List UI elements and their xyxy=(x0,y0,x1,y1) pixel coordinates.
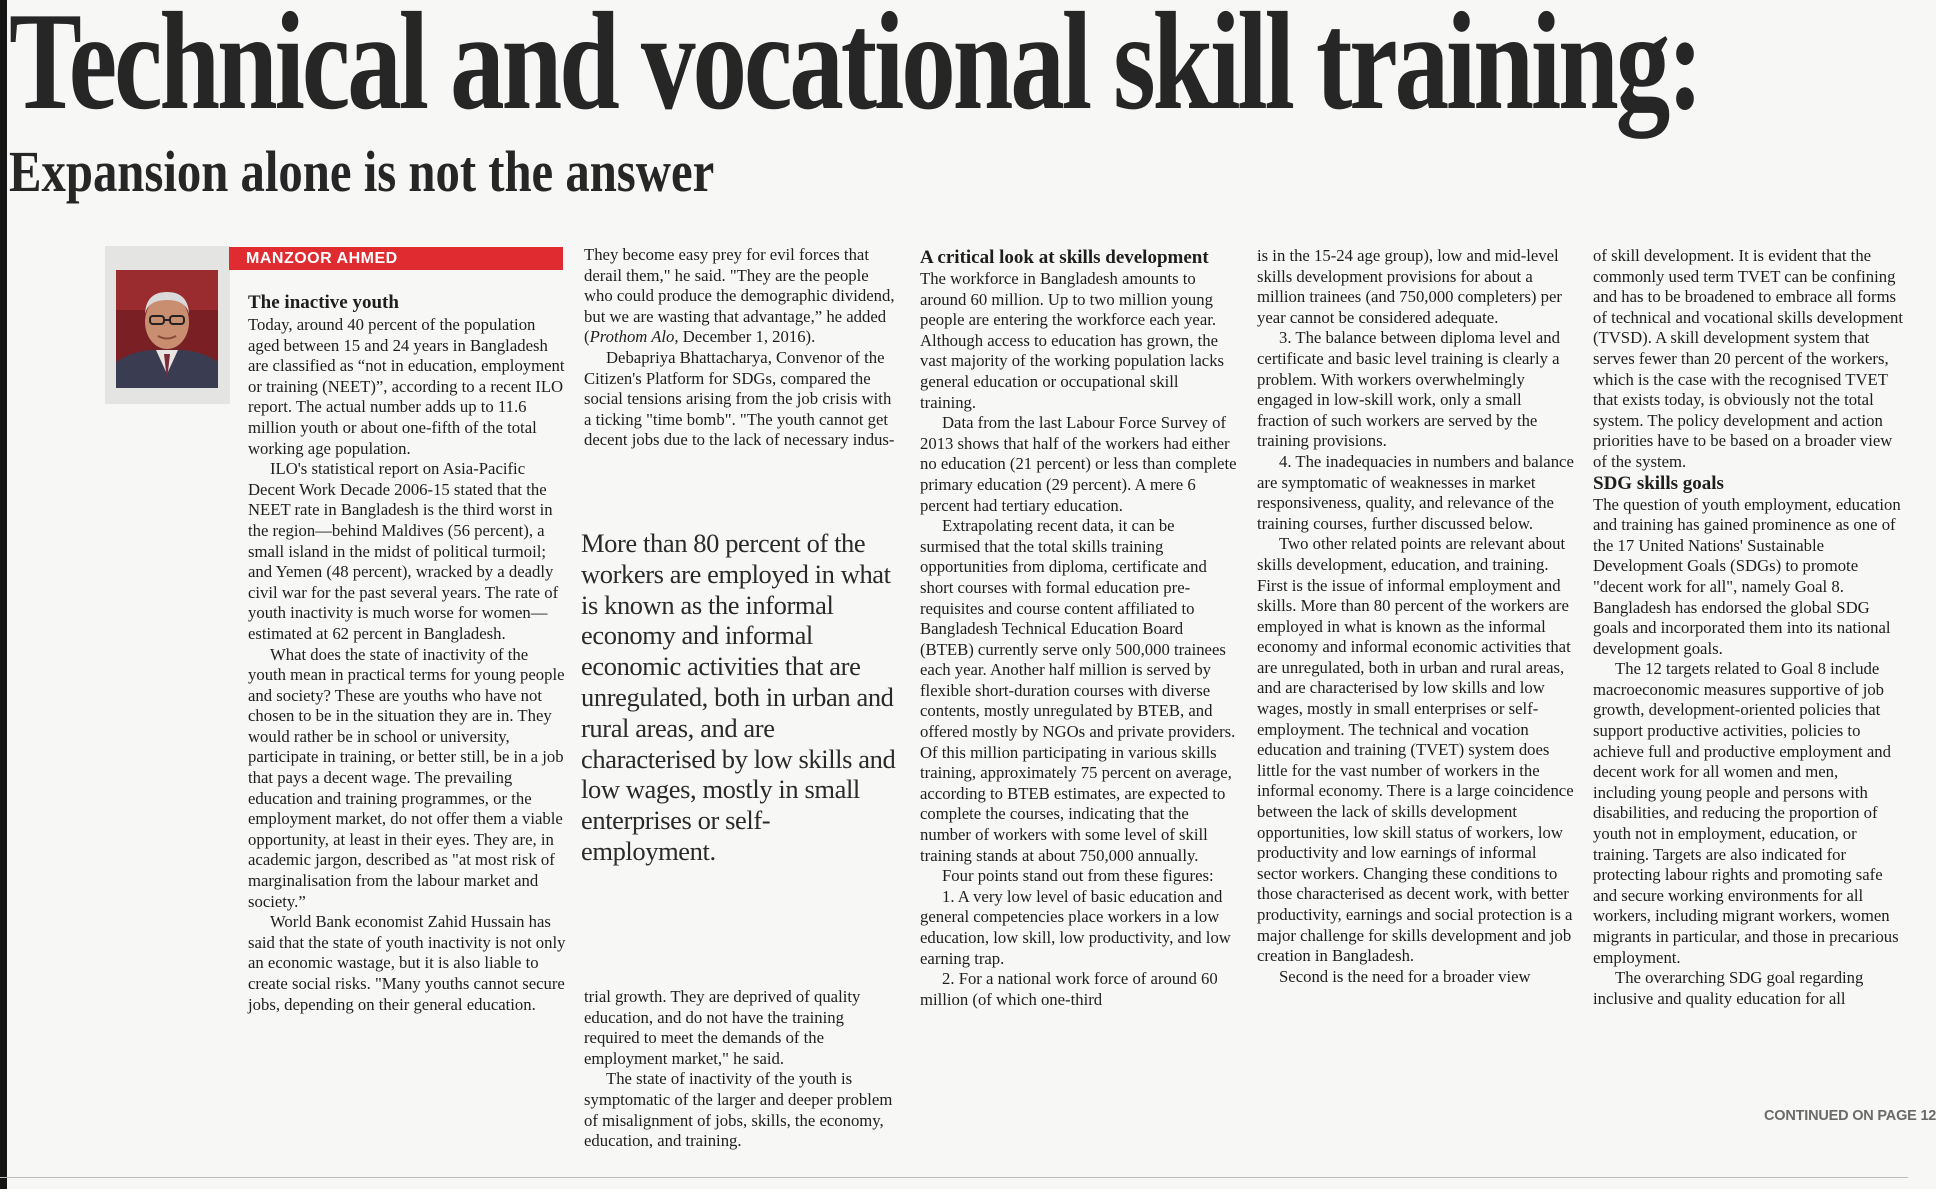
paragraph: is in the 15-24 age group), low and mid-level skills development provisions for about a million trainees (and 750,000 completers) per year cannot be considered adequate. xyxy=(1257,246,1562,327)
paragraph: The workforce in Bangladesh amounts to around 60 million. Up to two million young people are entering the workforce each year. Although access to education has grown, the vast majority of the working population lacks general education or occupational skill training. xyxy=(920,269,1225,412)
headline: Technical and vocational skill training: xyxy=(9,0,1701,139)
column-2-top xyxy=(584,245,896,451)
paragraph: Debapriya Bhattacharya, Convenor of the Citizen's Platform for SDGs, compared the social tensions arising from the job crisis with a ticking "time bomb". "The youth cannot get decent jobs due to the lack of necessary indus- xyxy=(584,347,895,450)
column-3 xyxy=(920,247,1238,1010)
column-2-bottom xyxy=(584,987,896,1152)
paragraph: 4. The inadequacies in numbers and balance are symptomatic of weaknesses in market responsiveness, quality, and relevance of the training courses, further discussed below. xyxy=(1257,451,1574,533)
paragraph: The overarching SDG goal regarding inclusive and quality education for all xyxy=(1593,968,1864,1008)
byline: MANZOOR AHMED xyxy=(229,247,563,270)
paragraph xyxy=(584,245,896,348)
subheadline: Expansion alone is not the answer xyxy=(9,139,715,204)
author-photo xyxy=(116,270,218,388)
bottom-rule xyxy=(0,1177,1908,1178)
paragraph: 3. The balance between diploma level and certificate and basic level training is clearly a problem. With workers overwhelmingly engaged in low-skill work, only a small fraction of such workers are served by the training provisions. xyxy=(1257,328,1560,451)
paragraph: 1. A very low level of basic education and general competencies place workers in a low education, low skill, low productivity, and low earning trap. xyxy=(920,886,1231,968)
paragraph: The question of youth employment, education and training has gained prominence as one of the 17 United Nations' Sustainable Development Goals (SDGs) to promote "decent work for all", namely Goal 8. Bangladesh has endorsed the global SDG goals and incorporated them into its national development goals. xyxy=(1593,494,1901,658)
paragraph-text: December 1, 2016). xyxy=(678,327,816,347)
paragraph: trial growth. They are deprived of quality education, and do not have the training required to meet the demands of the employment market," he said. xyxy=(584,987,861,1068)
column-1 xyxy=(248,292,566,1015)
column-4 xyxy=(1257,246,1575,987)
paragraph-text: They become easy prey for evil forces that derail them," he said. "They are the people who could produce the demographic dividend, but we are wasting that advantage,” he added ( xyxy=(584,245,895,347)
section-heading-critical-look: A critical look at skills development xyxy=(920,247,1209,268)
column-5 xyxy=(1593,246,1903,1009)
paragraph: Data from the last Labour Force Survey of 2013 shows that half of the workers had either no education (21 percent) or less than complete primary education (29 percent). A mere 6 percent had tertiary education. xyxy=(920,413,1237,515)
paragraph: The state of inactivity of the youth is symptomatic of the larger and deeper problem of misalignment of jobs, skills, the economy, education, and training. xyxy=(584,1069,893,1151)
paragraph: Two other related points are relevant about skills development, education, and training. First is the issue of informal employment and skills. More than 80 percent of the workers are employed in what is known as the informal economy and informal economic activities that are unregulated, both in urban and rural areas, and are characterised by low skills and low wages, mostly in small enterprises or self-employment. The technical and vocation education and training (TVET) system does little for the vast number of workers in the informal economy. There is a large coincidence between the lack of skills development opportunities, low skill status of workers, low productivity and low earnings of informal sector workers. Changing these conditions to those characterised as decent work, with better productivity, earnings and social protection is a major challenge for skills development and job creation in Bangladesh. xyxy=(1257,534,1574,966)
paragraph: The 12 targets related to Goal 8 include macroeconomic measures supportive of job growth, development-oriented policies that support productive activities, policies to achieve full and productive employment and decent work for all women and men, including young people and persons with disabilities, and reducing the proportion of youth not in employment, education, or training. Targets are also indicated for protecting labour rights and promoting safe and secure working environments for all workers, including migrant workers, women migrants in particular, and those in precarious employment. xyxy=(1593,659,1899,967)
paragraph: Second is the need for a broader view xyxy=(1279,966,1531,986)
source-citation: Prothom Alo, xyxy=(589,327,679,347)
paragraph: World Bank economist Zahid Hussain has said that the state of youth inactivity is not only an economic wastage, but it is also liable to create social risks. "Many youths cannot secure jobs, depending on their general education. xyxy=(248,912,566,1014)
paragraph: What does the state of inactivity of the youth mean in practical terms for young people and society? These are youths who have not chosen to be in the situation they are in. They would rather be in school or university, participate in training, or better still, be in a job that pays a decent wage. The prevailing education and training programmes, or the employment market, do not offer them a viable opportunity, at least in their eyes. They are, in academic jargon, described as "at most risk of marginalisation from the labour market and society.” xyxy=(248,644,565,911)
paragraph: ILO's statistical report on Asia-Pacific Decent Work Decade 2006-15 stated that the NEET rate in Bangladesh is the third worst in the region—behind Maldives (56 percent), a small island in the midst of political turmoil; and Yemen (48 percent), wracked by a deadly civil war for the past several years. The rate of youth inactivity is much worse for women—estimated at 62 percent in Bangladesh. xyxy=(248,459,559,643)
section-heading-inactive-youth: The inactive youth xyxy=(248,292,399,313)
paragraph: of skill development. It is evident that the commonly used term TVET can be confining and has to be broadened to embrace all forms of technical and vocational skills development (TVSD). A skill development system that serves fewer than 20 percent of the workers, which is the case with the recognised TVET that exists today, is obviously not the total system. The policy development and action priorities have to be based on a broader view of the system. xyxy=(1593,246,1904,471)
continued-on-page: CONTINUED ON PAGE 12 xyxy=(1764,1108,1936,1124)
paragraph: Extrapolating recent data, it can be surmised that the total skills training opportunities from diploma, certificate and short courses with formal education pre-requisites and course content affiliated to Bangladesh Technical Education Board (BTEB) currently serve only 500,000 trainees each year. Another half million is served by flexible short-duration courses with diverse contents, mostly unregulated by BTEB, and offered mostly by NGOs and private providers. Of this million participating in various skills training, approximately 75 percent on average, according to BTEB estimates, are expected to complete the courses, indicating that the number of workers with some level of skill training stands at about 750,000 annually. xyxy=(920,516,1236,865)
section-heading-sdg: SDG skills goals xyxy=(1593,472,1724,494)
paragraph: Today, around 40 percent of the population aged between 15 and 24 years in Bangladesh are classified as “not in education, employment or training (NEET)”, according to a recent ILO report. The actual number adds up to 11.6 million youth or about one-fifth of the total working age population. xyxy=(248,315,565,458)
paragraph: 2. For a national work force of around 60 million (of which one-third xyxy=(920,969,1218,1009)
pull-quote: More than 80 percent of the workers are employed in what is known as the informal economy and informal economic activities that are unregulated, both in urban and rural areas, and are characterised by low skills and low wages, mostly in small enterprises or self-employment. xyxy=(581,528,896,866)
paragraph: Four points stand out from these figures: xyxy=(942,866,1214,886)
page-edge xyxy=(0,0,7,1189)
